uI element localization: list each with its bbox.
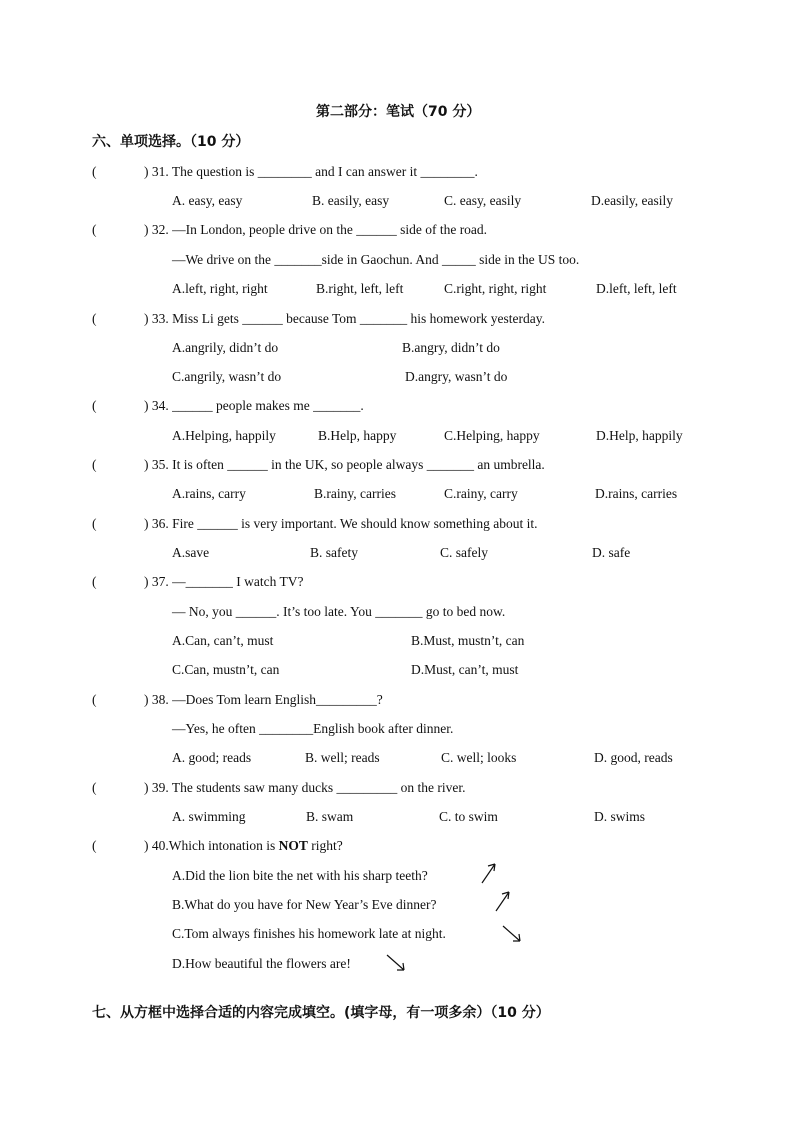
- page-title: 第二部分：笔试（70 分）: [316, 104, 481, 120]
- q38-option-d: D. good, reads: [594, 750, 673, 765]
- q32-option-a: A.left, right, right: [172, 281, 268, 296]
- q38-stem-2: —Yes, he often ________English book after dinner.: [172, 721, 454, 736]
- q38-option-c: C. well; looks: [441, 750, 517, 765]
- q37-option-c: C.Can, mustn’t, can: [172, 662, 280, 677]
- q37-option-a: A.Can, can’t, must: [172, 633, 274, 648]
- section-7-heading: 七、从方框中选择合适的内容完成填空。(填字母，有一项多余）（10 分）: [92, 1005, 550, 1021]
- q33-option-a: A.angrily, didn’t do: [172, 340, 279, 355]
- q37-stem: ) 37. —_______ I watch TV?: [144, 574, 304, 589]
- q40-option-a: A.Did the lion bite the net with his sharp teeth?: [172, 868, 428, 883]
- q37-stem-2: — No, you ______. It’s too late. You _______ go to bed now.: [172, 604, 506, 619]
- q35-stem: ) 35. It is often ______ in the UK, so people always _______ an umbrella.: [144, 457, 545, 472]
- q38-option-a: A. good; reads: [172, 750, 252, 765]
- q31-option-b: B. easily, easy: [312, 193, 390, 208]
- q32-option-d: D.left, left, left: [596, 281, 677, 296]
- q32-option-c: C.right, right, right: [444, 281, 547, 296]
- q36-stem: ) 36. Fire ______ is very important. We should know something about it.: [144, 516, 538, 531]
- q36-option-b: B. safety: [310, 545, 358, 560]
- q40-option-c: C.Tom always finishes his homework late at night.: [172, 926, 446, 941]
- q37-option-d: D.Must, can’t, must: [411, 662, 519, 677]
- q31-option-a: A. easy, easy: [172, 193, 243, 208]
- q33-option-c: C.angrily, wasn’t do: [172, 369, 282, 384]
- q33-stem: ) 33. Miss Li gets ______ because Tom _______ his homework yesterday.: [144, 311, 545, 326]
- q35-option-d: D.rains, carries: [595, 486, 678, 501]
- section-6-heading: 六、单项选择。（10 分）: [92, 134, 250, 150]
- q31-option-c: C. easy, easily: [444, 193, 522, 208]
- q36-option-a: A.save: [172, 545, 210, 560]
- q35-option-a: A.rains, carry: [172, 486, 246, 501]
- q36-option-d: D. safe: [592, 545, 631, 560]
- falling-arrow-icon: [500, 923, 524, 945]
- q33-option-b: B.angry, didn’t do: [402, 340, 500, 355]
- q34-option-c: C.Helping, happy: [444, 428, 540, 443]
- answer-paren: (: [92, 311, 97, 326]
- q40-stem: [144, 837, 343, 855]
- rising-arrow-icon: [493, 888, 513, 914]
- q39-option-a: A. swimming: [172, 809, 246, 824]
- answer-paren: (: [92, 574, 97, 589]
- q37-option-b: B.Must, mustn’t, can: [411, 633, 525, 648]
- q35-option-b: B.rainy, carries: [314, 486, 396, 501]
- answer-paren: (: [92, 780, 97, 795]
- answer-paren: (: [92, 457, 97, 472]
- q40-option-d: D.How beautiful the flowers are!: [172, 956, 351, 971]
- q39-option-c: C. to swim: [439, 809, 498, 824]
- q32-option-b: B.right, left, left: [316, 281, 404, 296]
- answer-paren: (: [92, 838, 97, 853]
- q40-stem-text: ) 40.Which intonation is: [144, 838, 279, 853]
- q33-option-d: D.angry, wasn’t do: [405, 369, 508, 384]
- q39-option-b: B. swam: [306, 809, 354, 824]
- q34-stem: ) 34. ______ people makes me _______.: [144, 398, 364, 413]
- q32-stem-2: —We drive on the _______side in Gaochun. And _____ side in the US too.: [172, 252, 580, 267]
- q40-stem-emphasis: NOT: [278, 838, 308, 853]
- answer-paren: (: [92, 398, 97, 413]
- q34-option-d: D.Help, happily: [596, 428, 683, 443]
- q34-option-a: A.Helping, happily: [172, 428, 276, 443]
- falling-arrow-icon: [384, 952, 408, 974]
- q35-option-c: C.rainy, carry: [444, 486, 518, 501]
- q40-stem-text-end: right?: [307, 838, 343, 853]
- q38-option-b: B. well; reads: [305, 750, 380, 765]
- q32-stem: ) 32. —In London, people drive on the ______ side of the road.: [144, 222, 488, 237]
- q36-option-c: C. safely: [440, 545, 488, 560]
- rising-arrow-icon: [479, 860, 499, 886]
- q31-option-d: D.easily, easily: [591, 193, 673, 208]
- q31-stem: ) 31. The question is ________ and I can answer it ________.: [144, 164, 478, 179]
- q34-option-b: B.Help, happy: [318, 428, 397, 443]
- q40-option-b: B.What do you have for New Year’s Eve dinner?: [172, 897, 437, 912]
- answer-paren: (: [92, 516, 97, 531]
- q38-stem: ) 38. —Does Tom learn English_________?: [144, 692, 383, 707]
- answer-paren: (: [92, 692, 97, 707]
- q39-option-d: D. swims: [594, 809, 646, 824]
- q39-stem: ) 39. The students saw many ducks _________ on the river.: [144, 780, 466, 795]
- answer-paren: (: [92, 164, 97, 179]
- answer-paren: (: [92, 222, 97, 237]
